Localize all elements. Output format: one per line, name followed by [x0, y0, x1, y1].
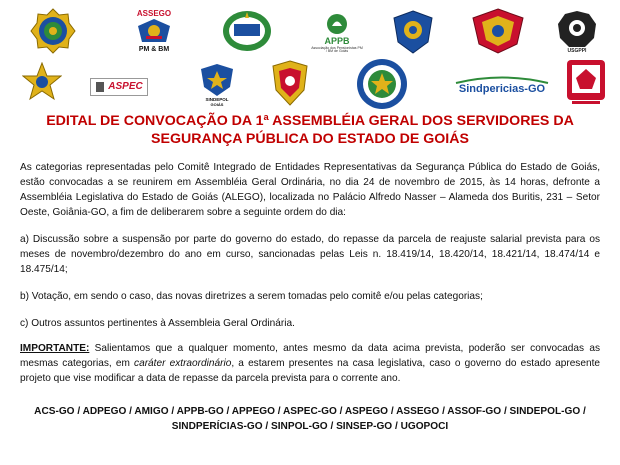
entities-line-1: ACS-GO / ADPEGO / AMIGO / APPB-GO / APPEGO / ASPEC-GO / ASPEGO / ASSEGO / ASSOF-GO / SINDEPOL-GO /	[34, 406, 586, 417]
police-badge-logo	[392, 10, 434, 54]
sindepol-logo-subtitle: GOIÁS	[210, 101, 224, 107]
appb-logo	[310, 8, 364, 58]
title-line-1: EDITAL DE CONVOCAÇÃO DA 1ª ASSEMBLÉIA GERAL DOS SERVIDORES DA	[46, 113, 574, 129]
gold-shield-logo	[272, 60, 308, 106]
agenda-item-a: a) Discussão sobre a suspensão por parte do governo do estado, do repasse da parcela de reajuste salarial prevista para os meses de novembro/dezembro do ano em curso, sancionadas pelas Leis n. 18.419/14, 18.420/14, 18.421/14, 18.474/14 e 18.475/14;	[20, 234, 600, 275]
important-text-1: Salientamos que a qualquer momento, antes mesmo da data acima prevista, poderão ser convocadas as mesmas categorias, em	[20, 343, 600, 369]
title-line-2: SEGURANÇA PÚBLICA DO ESTADO DE GOIÁS	[151, 131, 469, 147]
appb-logo-name: APPB	[324, 35, 350, 46]
aspec-logo-text: ASPEC	[108, 81, 143, 92]
page-title	[40, 112, 580, 148]
assego-logo	[130, 5, 178, 57]
sindpericias-logo	[454, 70, 550, 100]
assego-logo-top-text: ASSEGO	[136, 8, 172, 18]
important-italic: caráter extraordinário	[134, 358, 232, 369]
assego-logo-bottom-text: PM & BM	[138, 45, 170, 53]
police-star-badge-logo	[22, 62, 62, 106]
entities-line-2: SINDPERÍCIAS-GO / SINPOL-GO / SINSEP-GO / UGOPOCI	[171, 421, 449, 432]
sindepol-logo-text: SINDEPOL	[205, 97, 229, 103]
important-text-2: , a estarem presentes na casa legislativa, caso o governo do estado apresente projeto que vise modificar a data de repasse da parcela prevista para o corrente ano.	[20, 358, 601, 384]
logo-strip	[0, 0, 620, 112]
seal-logo	[356, 58, 408, 110]
acs-go-logo	[30, 8, 76, 54]
agenda-item-b: b) Votação, em sendo o caso, das novas diretrizes a serem tomadas pelo comitê e/ou pelas categorias;	[20, 291, 483, 302]
usgppi-emblem	[557, 10, 597, 48]
sindepol-emblem	[200, 63, 234, 97]
important-label: IMPORTANTE:	[20, 343, 90, 354]
amigo-logo	[222, 10, 272, 52]
usgppi-logo-text: USGPPI	[567, 48, 587, 54]
entities-list	[20, 404, 600, 434]
aspec-logo	[86, 75, 152, 99]
agenda-item-c: c) Outros assuntos pertinentes à Assembleia Geral Ordinária.	[20, 318, 295, 329]
red-crest-logo	[566, 58, 606, 106]
usgppi-logo	[556, 8, 598, 56]
appb-emblem	[326, 13, 348, 35]
notice-body	[20, 160, 600, 386]
assego-emblem	[137, 18, 171, 44]
important-paragraph	[20, 341, 600, 386]
sindepol-logo	[196, 60, 238, 110]
sindpericias-logo-text: Sindpericias-GO	[458, 82, 546, 95]
appb-logo-subtitle: Associação dos Pensionistas PM / BM de Goiás	[311, 45, 363, 53]
aspec-emblem	[95, 81, 105, 93]
shield-logo-red	[472, 8, 524, 54]
intro-paragraph: As categorias representadas pelo Comitê Integrado de Entidades Representativas da Segurança Pública do Estado de Goiás, estão convocadas a se reunirem em Assembléia Geral Ordinária, no dia 24 de novembro de 2015, às 14 horas, defronte a Assembléia Legislativa do Estado de Goiás (ALEGO), localizada no Palácio Alfredo Nasser – Alameda dos Buritis, 231 – Setor Oeste, Goiânia-GO, a fim de deliberarem sobre a seguinte ordem do dia:	[20, 162, 600, 218]
